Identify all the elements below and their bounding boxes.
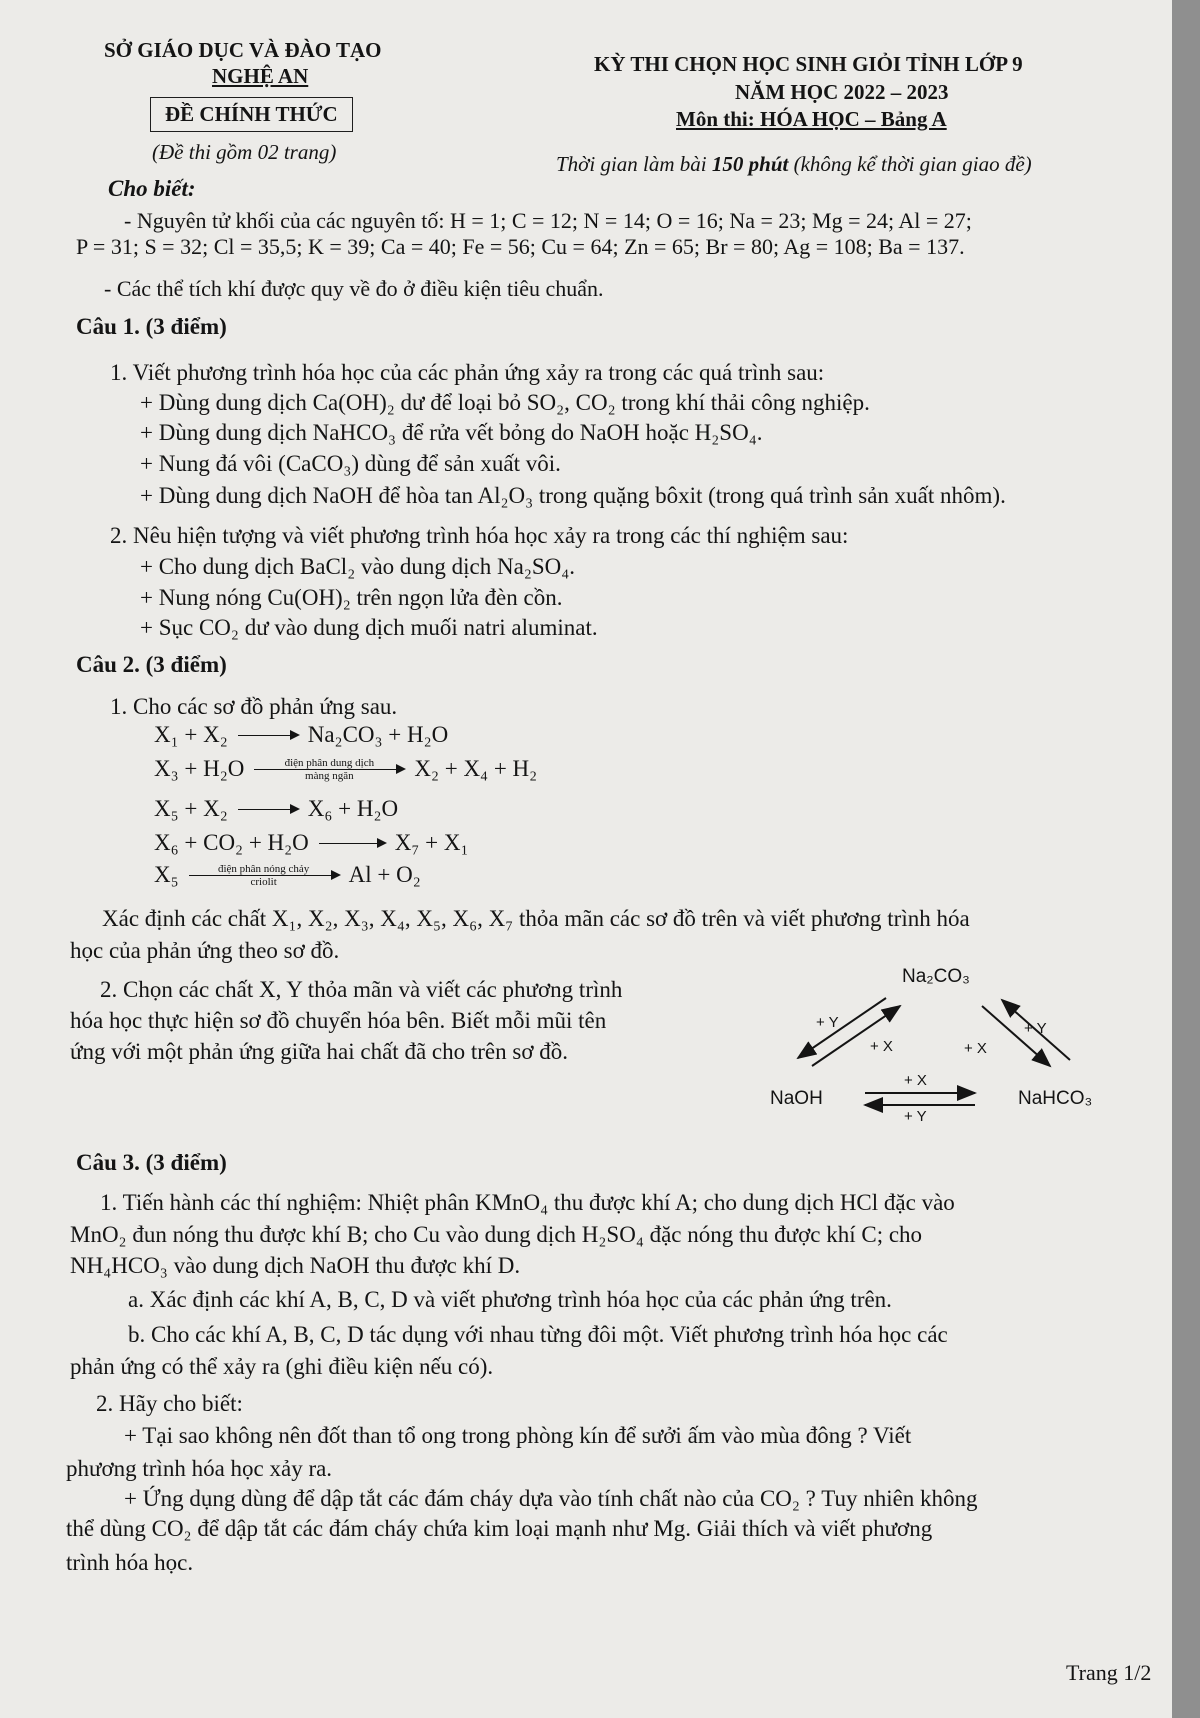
reaction-row xyxy=(154,756,537,782)
reaction-arrow xyxy=(254,757,404,782)
reaction-rhs: X₂ + X₄ + H₂ xyxy=(414,756,538,781)
reaction-rhs: X₆ + H₂O xyxy=(307,796,399,821)
reaction-rhs: Na₂CO₃ + H₂O xyxy=(307,722,449,747)
q3-part2-item1: + Tại sao không nên đốt than tổ ong trong phòng kín để sưởi ấm vào mùa đông ? Viết xyxy=(124,1423,912,1448)
q3-part1-b: b. Cho các khí A, B, C, D tác dụng với nhau từng đôi một. Viết phương trình hóa học các xyxy=(128,1322,948,1347)
reaction-rhs: X₇ + X₁ xyxy=(394,830,469,855)
label-right-inner: + X xyxy=(964,1040,987,1057)
label-left-outer: + Y xyxy=(816,1014,839,1031)
arrow-condition-top: điện phân dung dịch xyxy=(284,756,375,769)
reaction-lhs: X₃ + H₂O xyxy=(154,756,245,781)
reaction-row xyxy=(154,830,469,856)
reaction-lhs: X₆ + CO₂ + H₂O xyxy=(154,830,309,855)
node-na2co3: Na₂CO₃ xyxy=(902,966,970,987)
q1-part2-item: + Cho dung dịch BaCl₂ vào dung dịch Na₂SO₄. xyxy=(140,554,576,579)
exam-title: KỲ THI CHỌN HỌC SINH GIỎI TỈNH LỚP 9 xyxy=(594,52,1023,76)
time-suffix: (không kể thời gian giao đề) xyxy=(788,152,1032,176)
q1-part2-intro: 2. Nêu hiện tượng và viết phương trình hóa học xảy ra trong các thí nghiệm sau: xyxy=(110,523,849,548)
official-label: ĐỀ CHÍNH THỨC xyxy=(150,97,353,132)
time-bold: 150 phút xyxy=(711,152,789,176)
label-left-inner: + X xyxy=(870,1038,893,1055)
time-limit xyxy=(556,152,1032,177)
q3-part1-text: NH₄HCO₃ vào dung dịch NaOH thu được khí D. xyxy=(70,1253,521,1278)
province-name: NGHỆ AN xyxy=(212,64,309,88)
reaction-row xyxy=(154,722,448,748)
q2-part2-text: hóa học thực hiện sơ đồ chuyển hóa bên. Biết mỗi mũi tên xyxy=(70,1008,607,1033)
atomic-masses-line2: P = 31; S = 32; Cl = 35,5; K = 39; Ca = 40; Fe = 56; Cu = 64; Zn = 65; Br = 80; Ag = 108; Ba = 137. xyxy=(76,234,965,259)
q3-part2-item2-cont: thể dùng CO₂ để dập tắt các đám cháy chứa kim loại mạnh như Mg. Giải thích và viết phương xyxy=(66,1516,933,1541)
subject-line: Môn thi: HÓA HỌC – Bảng A xyxy=(676,107,947,131)
reaction-lhs: X₁ + X₂ xyxy=(154,722,228,747)
reaction-arrow xyxy=(319,843,385,844)
department-name: SỞ GIÁO DỤC VÀ ĐÀO TẠO xyxy=(104,38,382,62)
label-bottom-bot: + Y xyxy=(904,1108,927,1125)
q1-title: Câu 1. (3 điểm) xyxy=(76,314,227,339)
conversion-diagram xyxy=(760,966,1120,1126)
q2-title: Câu 2. (3 điểm) xyxy=(76,652,227,677)
q1-part1-intro: 1. Viết phương trình hóa học của các phản ứng xảy ra trong các quá trình sau: xyxy=(110,360,825,385)
reaction-lhs: X₅ + X₂ xyxy=(154,796,228,821)
reaction-row xyxy=(154,796,398,822)
q1-part1-item: + Dùng dung dịch NaHCO₃ để rửa vết bỏng do NaOH hoặc H₂SO₄. xyxy=(140,420,763,445)
reaction-rhs: Al + O₂ xyxy=(348,862,421,887)
q3-part2-item2: + Ứng dụng dùng để dập tắt các đám cháy dựa vào tính chất nào của CO₂ ? Tuy nhiên không xyxy=(124,1486,978,1511)
arrow-condition-bottom: criolit xyxy=(250,875,277,888)
q3-part1-a: a. Xác định các khí A, B, C, D và viết phương trình hóa học của các phản ứng trên. xyxy=(128,1287,892,1312)
pages-note: (Đề thi gồm 02 trang) xyxy=(152,140,337,164)
given-title: Cho biết: xyxy=(108,176,196,201)
reaction-lhs: X₅ xyxy=(154,862,179,887)
q2-part1-question: Xác định các chất X₁, X₂, X₃, X₄, X₅, X₆, X₇ thỏa mãn các sơ đồ trên và viết phương trình hóa xyxy=(102,906,970,931)
reaction-arrow xyxy=(189,863,339,888)
reaction-arrow xyxy=(238,809,298,810)
node-naoh: NaOH xyxy=(770,1088,823,1109)
page-number: Trang 1/2 xyxy=(1066,1660,1152,1685)
school-year: NĂM HỌC 2022 – 2023 xyxy=(735,80,949,104)
label-bottom-top: + X xyxy=(904,1072,927,1089)
reaction-arrow xyxy=(238,735,298,736)
q1-part1-item: + Dùng dung dịch Ca(OH)₂ dư để loại bỏ SO₂, CO₂ trong khí thải công nghiệp. xyxy=(140,390,870,415)
q3-part1-text: MnO₂ đun nóng thu được khí B; cho Cu vào dung dịch H₂SO₄ đặc nóng thu được khí C; cho xyxy=(70,1222,923,1247)
node-nahco3: NaHCO₃ xyxy=(1018,1088,1093,1109)
q3-part1-text: 1. Tiến hành các thí nghiệm: Nhiệt phân KMnO₄ thu được khí A; cho dung dịch HCl đặc vào xyxy=(100,1190,955,1215)
arrow-condition-top: điện phân nóng chảy xyxy=(217,862,310,875)
q3-title: Câu 3. (3 điểm) xyxy=(76,1150,227,1175)
q3-part1-b-cont: phản ứng có thể xảy ra (ghi điều kiện nếu có). xyxy=(70,1354,494,1379)
q1-part1-item: + Nung đá vôi (CaCO₃) dùng để sản xuất vôi. xyxy=(140,451,561,476)
q3-part2-intro: 2. Hãy cho biết: xyxy=(96,1391,243,1416)
q2-part2-text: 2. Chọn các chất X, Y thỏa mãn và viết các phương trình xyxy=(100,977,623,1002)
arrow-condition-bottom: màng ngăn xyxy=(305,769,354,782)
standard-conditions-note: - Các thể tích khí được quy về đo ở điều kiện tiêu chuẩn. xyxy=(104,276,604,301)
q3-part2-item1-cont: phương trình hóa học xảy ra. xyxy=(66,1456,333,1481)
q1-part2-item: + Sục CO₂ dư vào dung dịch muối natri aluminat. xyxy=(140,615,598,640)
q1-part1-item: + Dùng dung dịch NaOH để hòa tan Al₂O₃ trong quặng bôxit (trong quá trình sản xuất nhôm). xyxy=(140,483,1006,508)
q1-part2-item: + Nung nóng Cu(OH)₂ trên ngọn lửa đèn cồn. xyxy=(140,585,563,610)
label-right-outer: + Y xyxy=(1024,1020,1047,1037)
reaction-row xyxy=(154,862,421,888)
atomic-masses-line1: - Nguyên tử khối của các nguyên tố: H = 1; C = 12; N = 14; O = 16; Na = 23; Mg = 24; Al = 27; xyxy=(124,208,972,233)
q2-part1-question-cont: học của phản ứng theo sơ đồ. xyxy=(70,938,340,963)
q2-part2-text: ứng với một phản ứng giữa hai chất đã cho trên sơ đồ. xyxy=(70,1039,568,1064)
q2-part1-intro: 1. Cho các sơ đồ phản ứng sau. xyxy=(110,694,398,719)
time-prefix: Thời gian làm bài xyxy=(556,152,712,176)
background-edge xyxy=(1172,0,1200,1718)
q3-part2-item2-cont: trình hóa học. xyxy=(66,1550,194,1575)
